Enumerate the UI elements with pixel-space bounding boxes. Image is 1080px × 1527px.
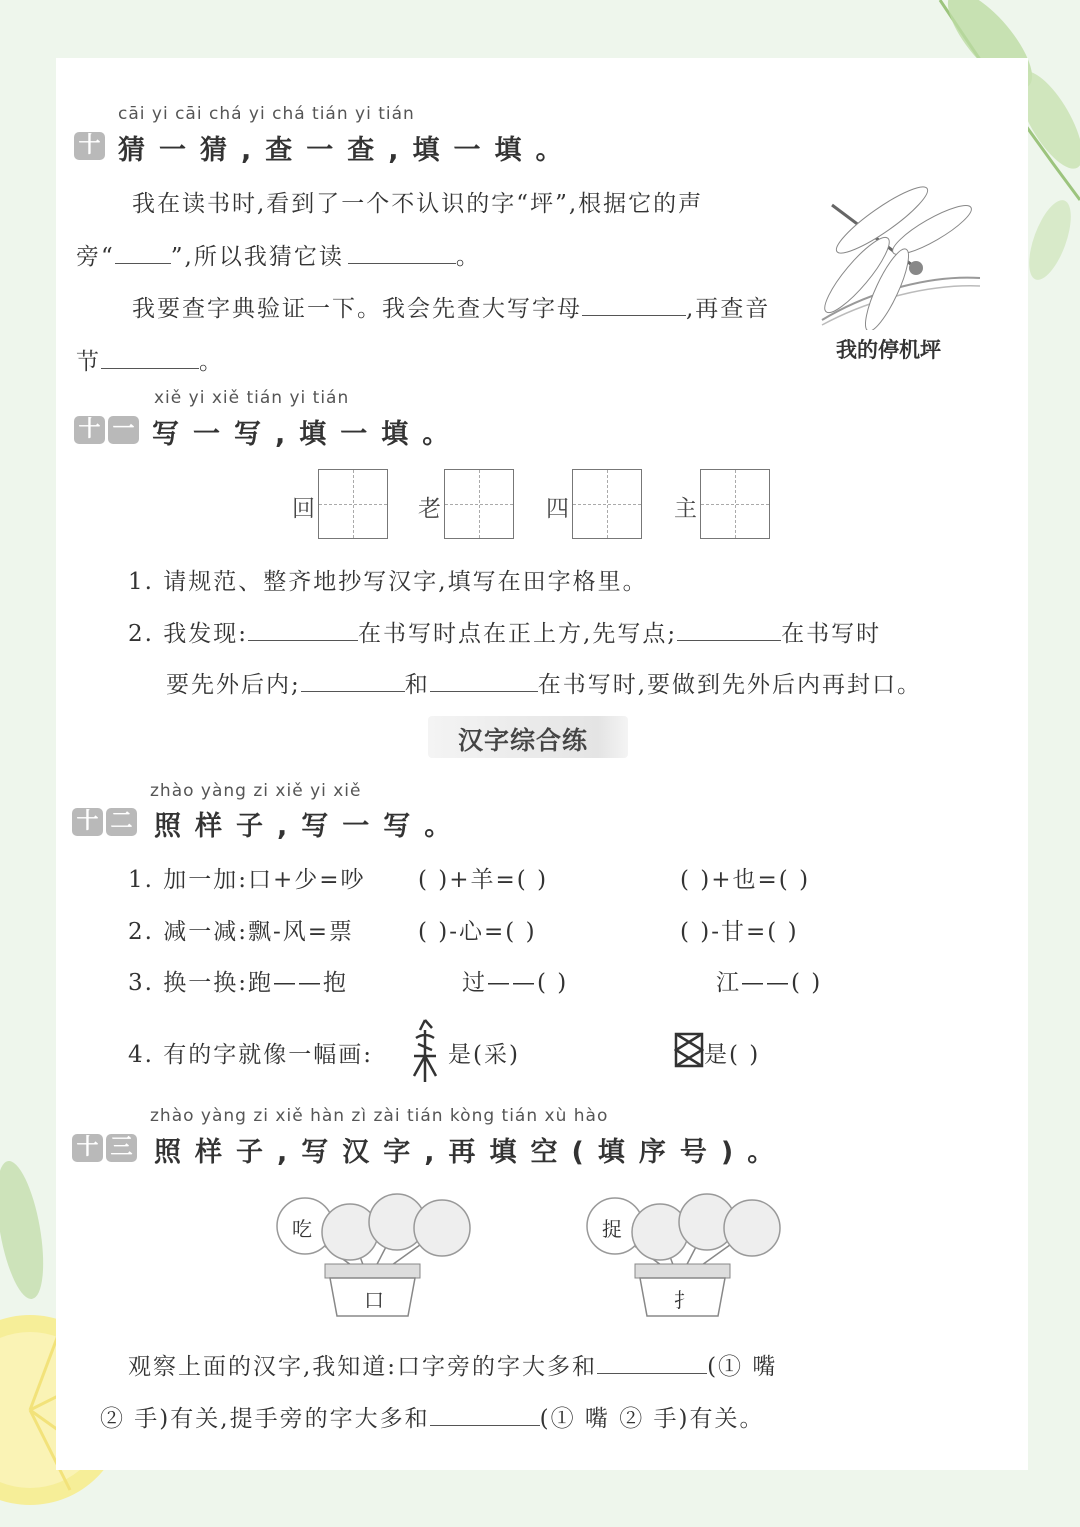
s11-q2b: 在书写时点在正上方,先写点;: [358, 621, 678, 647]
s11-q2-line1: [128, 615, 881, 648]
s12-row4-label: 4. 有的字就像一幅画:: [128, 1042, 374, 1068]
s13-p2a: ② 手)有关,提手旁的字大多和: [100, 1406, 430, 1432]
s11-q2c: 在书写时: [781, 621, 882, 647]
s12-row4-example: 是(采): [448, 1042, 520, 1068]
s13-badge-char1: 十: [72, 1134, 103, 1162]
section-banner-text: 汉字综合练: [458, 726, 589, 755]
s10-badge-char: 十: [74, 132, 105, 160]
section-banner: [428, 716, 628, 758]
s12-row1-example: 1. 加一加:口+少=吵: [128, 867, 366, 893]
pot-2-top-char: 捉: [602, 1217, 622, 1241]
s10-line1: 我在读书时,看到了一个不认识的字“坪”,根据它的声: [132, 191, 704, 217]
blank-capital-letter[interactable]: [582, 291, 686, 316]
s13-p1b: (① 嘴: [707, 1354, 778, 1380]
s11-title: 写一写,填一填。: [152, 419, 464, 450]
s10-line2c: 。: [455, 244, 481, 270]
blank-pronunciation[interactable]: [348, 239, 456, 264]
grid-char-zhu: 主: [674, 496, 697, 522]
s12-row2-example: 2. 减一减:飘-风=票: [128, 919, 355, 945]
s11-q1: 1. 请规范、整齐地抄写汉字,填写在田字格里。: [128, 569, 648, 595]
s12-row2-q1[interactable]: ( )-心=( ): [418, 919, 537, 945]
s13-para-line2: [100, 1400, 765, 1433]
blank-shou-radical[interactable]: [430, 1401, 540, 1426]
s10-line4b: 。: [199, 349, 224, 375]
tianzi-grid-4[interactable]: [700, 469, 770, 539]
tianzi-grid-3[interactable]: [572, 469, 642, 539]
grid-char-hui: 回: [292, 496, 315, 522]
s12-row1-q2[interactable]: ( )+也=( ): [680, 867, 811, 893]
s10-line2a: 旁“: [76, 244, 115, 270]
s12-badge-char2: 二: [106, 808, 137, 836]
s11-q2f: 在书写时,要做到先外后内再封口。: [537, 672, 923, 698]
s13-para-line1: [128, 1348, 777, 1381]
s11-badge-char2: 一: [108, 416, 139, 444]
s13-badge-char2: 三: [106, 1134, 137, 1162]
s12-row4-question[interactable]: 是( ): [704, 1042, 761, 1068]
s10-pinyin: cāi yi cāi chá yi chá tián yi tián: [118, 104, 415, 124]
s12-badge-char1: 十: [72, 808, 103, 836]
pot-2-bottom-char: 扌: [674, 1288, 694, 1312]
tianzi-grid-1[interactable]: [318, 469, 388, 539]
pictograph-cai-icon: [408, 1016, 442, 1086]
s10-line2: [76, 238, 481, 271]
s11-q2-line2: [166, 666, 922, 699]
s12-row1-q1[interactable]: ( )+羊=( ): [418, 867, 549, 893]
s10-line4: [76, 343, 224, 376]
s10-line3: [132, 290, 770, 323]
tianzi-grid-2[interactable]: [444, 469, 514, 539]
s12-pinyin: zhào yàng zi xiě yi xiě: [150, 781, 362, 801]
s12-row2-q2[interactable]: ( )-甘=( ): [680, 919, 799, 945]
s13-p1a: 观察上面的汉字,我知道:口字旁的字大多和: [128, 1354, 598, 1380]
s10-line3a: 我要查字典验证一下。我会先查大写字母: [132, 296, 582, 322]
blank-radical[interactable]: [115, 239, 171, 264]
dragonfly-illustration: [812, 180, 982, 330]
s11-q2e: 和: [404, 672, 430, 698]
blank-q2-2[interactable]: [677, 616, 781, 641]
s11-badge: [74, 416, 139, 444]
s11-q2d: 要先外后内;: [166, 672, 301, 698]
blank-q2-1[interactable]: [248, 616, 358, 641]
s10-line3b: ,再查音: [686, 296, 771, 322]
grid-char-lao: 老: [418, 496, 441, 522]
blank-syllable[interactable]: [101, 344, 199, 369]
dragonfly-caption: 我的停机坪: [836, 338, 941, 362]
s12-row3-q1[interactable]: 过——( ): [462, 970, 569, 996]
blank-kou-radical[interactable]: [597, 1349, 707, 1374]
s13-p2b: (① 嘴 ② 手)有关。: [539, 1406, 765, 1432]
pictograph-box-icon: [674, 1032, 704, 1068]
blank-q2-4[interactable]: [430, 667, 538, 692]
pot-1-top-char: 吃: [292, 1217, 312, 1241]
s12-row3-q2[interactable]: 江——( ): [716, 970, 823, 996]
s10-title: 猜一猜,查一查,填一填。: [118, 135, 577, 166]
s13-badge: [72, 1134, 137, 1162]
blank-q2-3[interactable]: [301, 667, 405, 692]
grid-char-si: 四: [546, 496, 569, 522]
s10-line4a: 节: [76, 349, 101, 375]
s11-pinyin: xiě yi xiě tián yi tián: [154, 388, 350, 408]
s13-pinyin: zhào yàng zi xiě hàn zì zài tián kòng tián xù hào: [150, 1106, 609, 1126]
s12-title: 照样子,写一写。: [154, 811, 466, 842]
s12-row3-example: 3. 换一换:跑——抱: [128, 970, 349, 996]
s13-title: 照样子,写汉字,再填空(填序号)。: [154, 1137, 789, 1168]
s12-badge: [72, 808, 137, 836]
s10-badge: [74, 132, 105, 160]
s10-line2b: ”,所以我猜它读: [170, 244, 344, 270]
pot-1-bottom-char: 口: [364, 1288, 384, 1312]
s11-q2a: 2. 我发现:: [128, 621, 249, 647]
s11-badge-char1: 十: [74, 416, 105, 444]
